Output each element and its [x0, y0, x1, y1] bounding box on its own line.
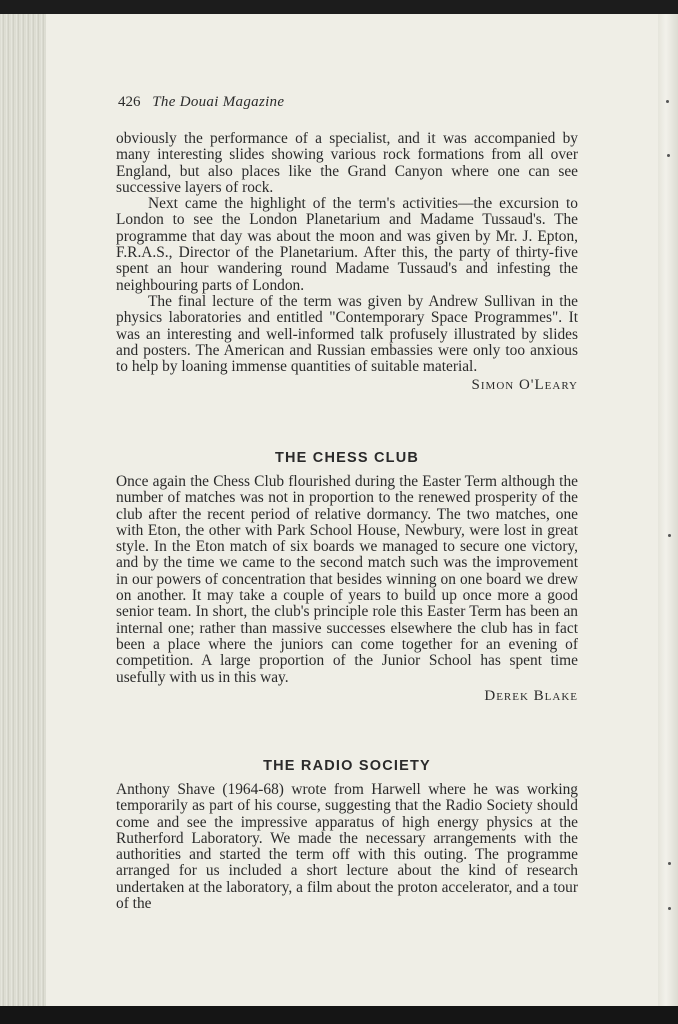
author-signature: Simon O'Leary — [471, 377, 578, 394]
margin-mark — [667, 154, 670, 157]
margin-mark — [668, 534, 671, 537]
author-signature: Derek Blake — [484, 687, 578, 704]
chess-club-heading: THE CHESS CLUB — [274, 450, 420, 466]
radio-society-heading: THE RADIO SOCIETY — [263, 758, 431, 774]
scan-border-bottom — [0, 1006, 678, 1024]
book-page-edges — [0, 14, 46, 1006]
margin-mark — [668, 907, 671, 910]
facing-page-edge — [658, 14, 678, 1006]
paragraph: Once again the Chess Club flourished during the Easter Term although the number of matches was not in proportion to the renewed prosperity of the club after the recent period of relative dormancy. The two matches, one with Eton, the other with Park School House, Newbury, were lost in great style. In the Eton match of six boards we managed to secure one victory, and by the time we came to the second match such was the improvement in our powers of concentration that besides winning on one board we drew on another. It may take a couple of years to build up once more a good senior team. In short, the club's principle role this Easter Term has been an internal one; rather than massive successes elsewhere the club has in fact been a place where the juniors can come together for an evening of competition. A large proportion of the Junior School has spent time usefully with us in this way. — [116, 473, 578, 686]
running-header — [118, 94, 284, 110]
paragraph: Next came the highlight of the term's activities—the excursion to London to see the London Planetarium and Madame Tussaud's. The programme that day was about the moon and was given by Mr. J. Epton, F.R.A.S., Director of the Planetarium. After this, the party of thirty-five spent an hour wandering round Madame Tussaud's and infesting the neighbouring parts of London. — [116, 195, 578, 294]
magazine-title: The Douai Magazine — [152, 94, 285, 110]
page-number: 426 — [118, 94, 141, 110]
section-continued — [116, 131, 578, 394]
paragraph: Anthony Shave (1964-68) wrote from Harwell where he was working temporarily as part of his course, suggesting that the Radio Society should come and see the impressive apparatus of high energy physics at the Rutherford Laboratory. We made the necessary arrangements with the authorities and started the term off with this outing. The programme arranged for us included a short lecture about the kind of research undertaken at the laboratory, a film about the proton accelerator, and a tour of the — [116, 781, 578, 913]
chess-club-section — [116, 474, 578, 704]
margin-mark — [668, 862, 671, 865]
margin-mark — [666, 100, 669, 103]
paragraph: obviously the performance of a specialist, and it was accompanied by many interesting slides showing various rock formations from all over England, but also places like the Grand Canyon where one can see successive layers of rock. — [116, 130, 578, 196]
paragraph: The final lecture of the term was given by Andrew Sullivan in the physics laboratories and entitled "Contemporary Space Programmes". It was an interesting and well-informed talk profusely illustrated by slides and posters. The American and Russian embassies were only too anxious to help by loaning immense quantities of suitable material. — [116, 292, 578, 376]
scan-border-top — [0, 0, 678, 14]
radio-society-section — [116, 782, 578, 912]
